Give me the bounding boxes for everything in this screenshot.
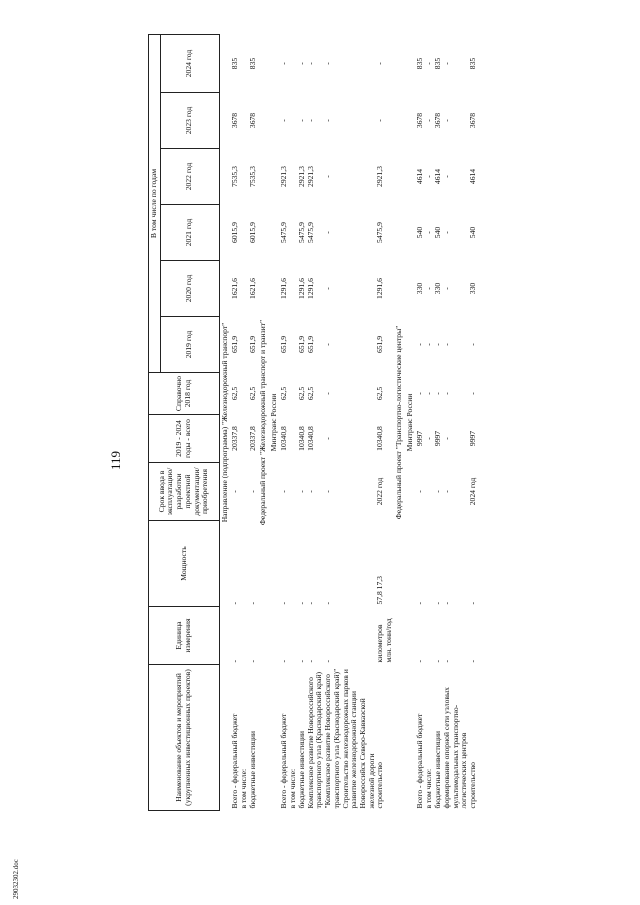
section-heading: Федеральный проект "Транспортно-логистические центры"	[393, 325, 403, 520]
cell-y2019: -	[323, 343, 333, 346]
section-heading: Минтранс России	[268, 393, 278, 452]
cell-y2020: 1291,6	[278, 278, 288, 299]
cell-name: Всего - федеральный бюджет	[278, 713, 288, 809]
cell-y2019: 651,9	[305, 335, 315, 354]
cell-y2019: 651,9	[247, 335, 257, 354]
section-heading-row	[394, 35, 405, 811]
table-row	[231, 35, 240, 811]
table-row	[443, 35, 469, 811]
cell-total: -	[323, 437, 333, 440]
cell-capacity	[289, 521, 298, 607]
cell-y2019: 651,9	[278, 335, 288, 354]
cell-name: формирование опорной сети узловых мультимодальных транспортно-логистических центров	[441, 687, 469, 809]
cell-y2021: 540	[468, 226, 478, 239]
cell-y2022: 2921,3	[375, 166, 385, 187]
cell-total: 20337,8	[247, 426, 257, 451]
cell-deadline: -	[247, 490, 257, 493]
cell-total: 10340,8	[305, 426, 315, 451]
cell-unit: -	[247, 659, 257, 663]
cell-y2019: 651,9	[375, 335, 385, 354]
cell-y2023: -	[441, 119, 451, 122]
cell-y2021: -	[423, 231, 433, 234]
cell-unit: -	[305, 659, 315, 663]
cell-y2019: -	[423, 343, 433, 346]
table-row	[289, 35, 298, 811]
cell-y2021: 5475,9	[296, 222, 306, 243]
table-row	[376, 35, 393, 811]
cell-unit	[425, 607, 434, 665]
cell-name: Комплексное развитие Новороссийского транспортного узла (Краснодарский край)	[305, 671, 324, 809]
table-row	[425, 35, 434, 811]
cell-capacity: -	[229, 601, 239, 605]
cell-y2024: 835	[229, 57, 239, 70]
cell-name: строительство	[375, 762, 385, 809]
cell-y2022: -	[441, 175, 451, 178]
header-unit: Единица измерения	[149, 607, 220, 665]
cell-ref2018: 62,5	[229, 386, 239, 401]
cell-deadline: -	[441, 490, 451, 493]
cell-unit: -	[278, 659, 288, 663]
cell-name: "Комплексное развитие Новороссийского транспортного узла (Краснодарский край)" Строительство железнодорожных парков и развитие железнодорожной станции Новороссийск Северо-Кавказской железной дороги	[323, 668, 376, 809]
cell-y2022: 4614	[468, 168, 478, 185]
cell-y2019: -	[432, 343, 442, 346]
section-heading-row	[219, 35, 231, 811]
cell-total: 10340,8	[296, 426, 306, 451]
cell-y2023: -	[305, 119, 315, 122]
cell-y2024: -	[296, 62, 306, 65]
cell-y2023: -	[278, 119, 288, 122]
table-row	[280, 35, 289, 811]
cell-ref2018: 62,5	[247, 386, 257, 401]
cell-y2024: 835	[247, 57, 257, 70]
cell-y2023: -	[296, 119, 306, 122]
cell-capacity: 57,8 17,3	[375, 576, 385, 605]
cell-capacity	[240, 521, 249, 607]
cell-ref2018: -	[414, 392, 424, 395]
cell-y2023: 3678	[247, 112, 257, 129]
cell-unit	[240, 607, 249, 665]
cell-y2021: -	[323, 231, 333, 234]
cell-y2020: 1291,6	[305, 278, 315, 299]
cell-y2019: -	[414, 343, 424, 346]
cell-ref2018: -	[468, 392, 478, 395]
cell-deadline: -	[305, 490, 315, 493]
section-heading-row	[405, 35, 416, 811]
cell-unit: -	[432, 659, 442, 663]
cell-capacity	[425, 521, 434, 607]
cell-y2022: 2921,3	[278, 166, 288, 187]
cell-y2019: 651,9	[229, 335, 239, 354]
cell-capacity: -	[468, 601, 478, 605]
cell-deadline: -	[229, 490, 239, 493]
cell-name: бюджетные инвестиции	[432, 731, 442, 809]
section-heading-row	[269, 35, 280, 811]
cell-name: строительство	[468, 762, 478, 809]
table-row	[416, 35, 425, 811]
cell-y2022: -	[323, 175, 333, 178]
table-header-row	[149, 35, 161, 811]
cell-unit: -	[296, 659, 306, 663]
cell-deadline: -	[414, 490, 424, 493]
cell-y2021: 5475,9	[375, 222, 385, 243]
cell-unit: -	[323, 659, 333, 663]
cell-name: в том числе:	[238, 768, 248, 809]
cell-y2020: 330	[414, 282, 424, 295]
page-number: 119	[108, 450, 123, 470]
cell-unit: километров млн. тонн/год	[375, 618, 394, 663]
cell-y2024: -	[323, 62, 333, 65]
header-year: 2019 год	[160, 317, 219, 373]
cell-y2020: 1291,6	[375, 278, 385, 299]
header-year: 2023 год	[160, 93, 219, 149]
header-by-years: В том числе по годам	[149, 35, 161, 373]
header-ref-2018: Справочно 2018 год	[149, 373, 220, 415]
section-heading-row	[258, 35, 269, 811]
header-year: 2021 год	[160, 205, 219, 261]
cell-total: 10340,8	[278, 426, 288, 451]
cell-y2024: -	[278, 62, 288, 65]
cell-y2023: -	[323, 119, 333, 122]
cell-ref2018: 62,5	[278, 386, 288, 401]
cell-capacity: -	[278, 601, 288, 605]
cell-y2021: 5475,9	[305, 222, 315, 243]
cell-capacity: -	[441, 601, 451, 605]
cell-y2024: 835	[432, 57, 442, 70]
cell-deadline: -	[323, 490, 333, 493]
cell-y2022: 7535,3	[247, 166, 257, 187]
cell-total: 10340,8	[375, 426, 385, 451]
cell-ref2018: 62,5	[375, 386, 385, 401]
cell-total: 9997	[414, 430, 424, 447]
cell-y2021: 540	[414, 226, 424, 239]
cell-total: 20337,8	[229, 426, 239, 451]
cell-unit: -	[414, 659, 424, 663]
cell-y2022: 2921,3	[296, 166, 306, 187]
cell-y2024: -	[423, 62, 433, 65]
cell-y2020: 1291,6	[296, 278, 306, 299]
table-row	[249, 35, 258, 811]
cell-name: бюджетные инвестиции	[247, 731, 257, 809]
cell-y2021: 6015,9	[229, 222, 239, 243]
investment-table	[148, 34, 478, 811]
cell-y2020: -	[441, 287, 451, 290]
cell-y2024: 835	[468, 57, 478, 70]
cell-y2020: -	[423, 287, 433, 290]
cell-y2021: 540	[432, 226, 442, 239]
cell-y2023: -	[375, 119, 385, 122]
cell-deadline: 2022 год	[375, 477, 385, 506]
cell-deadline: -	[432, 490, 442, 493]
cell-ref2018: -	[432, 392, 442, 395]
table-row	[469, 35, 478, 811]
cell-unit	[289, 607, 298, 665]
cell-y2023: 3678	[468, 112, 478, 129]
cell-y2021: 5475,9	[278, 222, 288, 243]
cell-capacity: -	[247, 601, 257, 605]
cell-deadline: 2024 год	[468, 477, 478, 506]
cell-y2021: 6015,9	[247, 222, 257, 243]
document-file-id: 29032302.doc	[12, 859, 20, 899]
cell-y2024: -	[305, 62, 315, 65]
cell-unit: -	[229, 659, 239, 663]
header-deadline: Срок ввода в эксплуатацию/ разработки проектной документации/ приобретения	[149, 463, 220, 521]
header-total: 2019 - 2024 годы - всего	[149, 415, 220, 463]
table-row	[324, 35, 376, 811]
cell-y2022: 2921,3	[305, 166, 315, 187]
cell-name: Всего - федеральный бюджет	[414, 713, 424, 809]
cell-name: бюджетные инвестиции	[296, 731, 306, 809]
cell-capacity: -	[414, 601, 424, 605]
cell-capacity: -	[323, 601, 333, 605]
table-row	[240, 35, 249, 811]
section-heading: Направление (подпрограмма) "Железнодорожный транспорт"	[219, 322, 229, 523]
cell-y2020: -	[323, 287, 333, 290]
cell-y2020: 1621,6	[229, 278, 239, 299]
section-heading: Минтранс России	[404, 393, 414, 452]
cell-y2020: 1621,6	[247, 278, 257, 299]
cell-y2022: -	[423, 175, 433, 178]
cell-unit: -	[468, 659, 478, 663]
table-row	[307, 35, 324, 811]
cell-unit: -	[441, 659, 451, 663]
cell-y2023: 3678	[432, 112, 442, 129]
cell-y2023: 3678	[229, 112, 239, 129]
cell-y2024: -	[375, 62, 385, 65]
cell-y2019: 651,9	[296, 335, 306, 354]
cell-name: в том числе:	[287, 768, 297, 809]
cell-ref2018: 62,5	[305, 386, 315, 401]
cell-total: 9997	[468, 430, 478, 447]
cell-y2021: -	[441, 231, 451, 234]
cell-deadline: -	[296, 490, 306, 493]
cell-y2022: 7535,3	[229, 166, 239, 187]
cell-name: Всего - федеральный бюджет	[229, 713, 239, 809]
cell-deadline: -	[278, 490, 288, 493]
cell-y2022: 4614	[414, 168, 424, 185]
cell-capacity: -	[296, 601, 306, 605]
cell-capacity: -	[432, 601, 442, 605]
section-heading: Федеральный проект "Железнодорожный транспорт и транзит"	[257, 319, 267, 526]
header-capacity: Мощность	[149, 521, 220, 607]
cell-y2020: 330	[432, 282, 442, 295]
cell-name: в том числе:	[423, 768, 433, 809]
cell-y2024: 835	[414, 57, 424, 70]
cell-y2023: 3678	[414, 112, 424, 129]
cell-ref2018: -	[441, 392, 451, 395]
cell-total: -	[423, 437, 433, 440]
header-year: 2022 год	[160, 149, 219, 205]
cell-ref2018: 62,5	[296, 386, 306, 401]
header-year: 2020 год	[160, 261, 219, 317]
header-name: Наименование объектов и мероприятий (укрупненных инвестиционных проектов)	[149, 665, 220, 811]
cell-total: -	[441, 437, 451, 440]
cell-capacity: -	[305, 601, 315, 605]
header-year: 2024 год	[160, 35, 219, 93]
cell-ref2018: -	[323, 392, 333, 395]
table-body	[219, 35, 478, 811]
cell-y2022: 4614	[432, 168, 442, 185]
cell-y2023: -	[423, 119, 433, 122]
cell-total: 9997	[432, 430, 442, 447]
cell-y2020: 330	[468, 282, 478, 295]
cell-y2019: -	[468, 343, 478, 346]
cell-y2024: -	[441, 62, 451, 65]
cell-y2019: -	[441, 343, 451, 346]
cell-ref2018: -	[423, 392, 433, 395]
